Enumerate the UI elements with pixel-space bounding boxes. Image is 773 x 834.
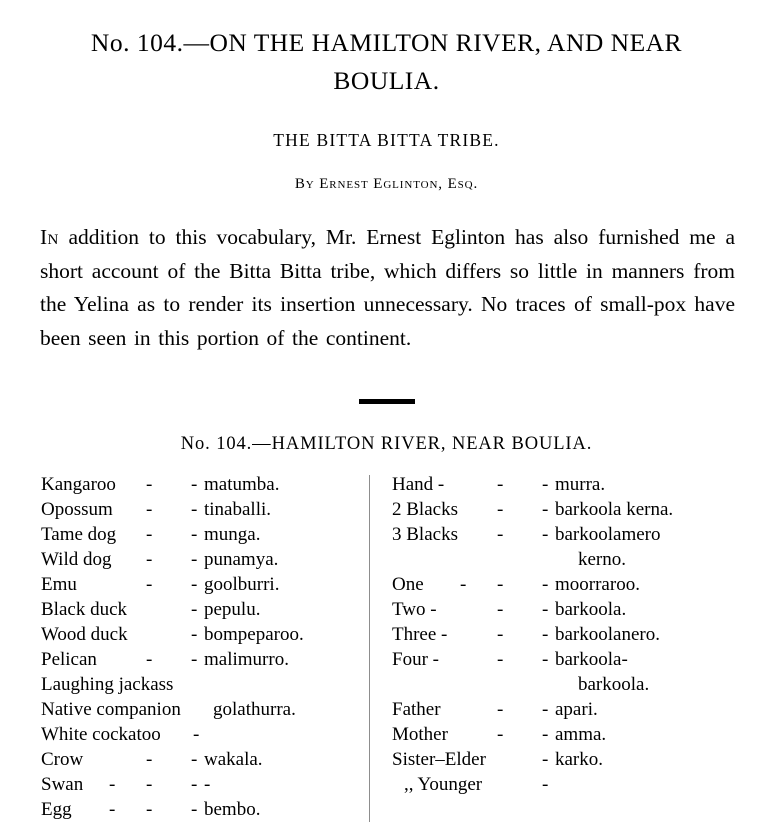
vocabulary-row — [41, 647, 361, 672]
vocabulary-term: Two - — [392, 599, 437, 620]
vocabulary-gloss-continuation: barkoola. — [578, 674, 650, 695]
page-title-line-1: No. 104.—ON THE HAMILTON RIVER, AND NEAR — [90, 28, 683, 57]
vocabulary-gloss: murra. — [555, 474, 606, 495]
vocabulary-row — [392, 472, 752, 497]
vocabulary-row — [392, 722, 752, 747]
vocabulary-row — [392, 747, 752, 772]
vocabulary-row — [392, 697, 752, 722]
leader-dash: - — [460, 574, 467, 595]
vocabulary-term: Crow — [41, 749, 84, 770]
leader-dash: - — [542, 724, 549, 745]
leader-dash: - — [497, 474, 504, 495]
vocabulary-term: Pelican — [41, 649, 97, 670]
title-block — [0, 0, 773, 100]
leader-dash: - — [497, 574, 504, 595]
leader-dash: - — [542, 524, 549, 545]
leader-dash: - — [497, 499, 504, 520]
page-title-line-2: BOULIA. — [333, 66, 440, 95]
leader-dash: - — [191, 624, 198, 645]
vocabulary-row — [41, 522, 361, 547]
vocabulary-gloss: munga. — [204, 524, 261, 545]
leader-dash: - — [497, 724, 504, 745]
vocabulary-row — [392, 622, 752, 647]
vocabulary-gloss: barkoola- — [555, 649, 628, 670]
vocabulary-term: Wood duck — [41, 624, 128, 645]
vocabulary-row — [392, 522, 752, 572]
leader-dash: - — [497, 699, 504, 720]
leader-dash: - — [146, 649, 153, 670]
vocabulary-row — [41, 672, 361, 697]
leader-dash: - — [191, 749, 198, 770]
leader-dash: - — [191, 524, 198, 545]
vocabulary-gloss: karko. — [555, 749, 604, 770]
leader-dash: - — [109, 774, 116, 795]
leader-dash: - — [191, 774, 198, 795]
leader-dash: - — [542, 624, 549, 645]
leader-dash: - — [146, 774, 153, 795]
vocabulary-gloss: barkoola. — [555, 599, 627, 620]
vocabulary-row — [41, 547, 361, 572]
column-divider-rule — [369, 475, 370, 822]
leader-dash: - — [542, 649, 549, 670]
leader-dash: - — [542, 599, 549, 620]
vocabulary-term: Wild dog — [41, 549, 112, 570]
vocabulary-term: 3 Blacks — [392, 524, 458, 545]
leader-dash: - — [191, 599, 198, 620]
leader-dash: - — [191, 499, 198, 520]
leader-dash: - — [497, 599, 504, 620]
vocabulary-gloss: matumba. — [204, 474, 280, 495]
vocabulary-gloss: - — [204, 774, 211, 795]
leader-dash: - — [146, 474, 153, 495]
leader-dash: - — [542, 474, 549, 495]
vocabulary-term: Hand - — [392, 474, 445, 495]
vocabulary-gloss: moorraroo. — [555, 574, 640, 595]
vocabulary-column-right — [392, 472, 752, 797]
leader-dash: - — [146, 749, 153, 770]
vocabulary-gloss: barkoola kerna. — [555, 499, 674, 520]
paragraph-text: addition to this vocabulary, Mr. Ernest Eglinton has also furnished me a short account of the Bitta Bitta tribe, which differs so little in manners from the Yelina as to render its insertion unnecessary. No traces of small-pox have been seen in this portion of the continent. — [40, 225, 735, 350]
vocabulary-row — [41, 747, 361, 772]
leader-dash: - — [191, 549, 198, 570]
vocabulary-gloss: tinaballi. — [204, 499, 272, 520]
leader-dash: - — [497, 524, 504, 545]
section-divider — [0, 391, 773, 401]
leader-dash: - — [146, 574, 153, 595]
vocabulary-term: Laughing jackass — [41, 674, 174, 695]
vocabulary-row — [392, 497, 752, 522]
vocabulary-gloss: punamya. — [204, 549, 279, 570]
leader-dash: - — [542, 749, 549, 770]
vocabulary-row — [392, 647, 752, 697]
vocabulary-row — [41, 497, 361, 522]
vocabulary-gloss: - — [193, 724, 200, 745]
byline: By Ernest Eglinton, Esq. — [294, 176, 479, 192]
leader-dash: - — [146, 549, 153, 570]
subtitle: THE BITTA BITTA TRIBE. — [273, 130, 500, 150]
vocabulary-term: Three - — [392, 624, 448, 645]
leader-dash: - — [542, 499, 549, 520]
leader-dash: - — [191, 799, 198, 820]
vocabulary-row — [392, 772, 752, 797]
vocabulary-row — [41, 797, 361, 822]
vocabulary-term: Father — [392, 699, 441, 720]
paragraph-lead-smallcaps: In — [40, 225, 59, 249]
vocabulary-term: Four - — [392, 649, 439, 670]
vocabulary-row — [41, 697, 361, 722]
leader-dash: - — [146, 499, 153, 520]
vocabulary-heading: No. 104.—HAMILTON RIVER, NEAR BOULIA. — [180, 434, 593, 454]
leader-dash: - — [191, 474, 198, 495]
leader-dash: - — [109, 799, 116, 820]
vocabulary-gloss: barkoolamero — [555, 524, 661, 545]
divider-rule — [359, 399, 415, 404]
vocabulary-row — [41, 572, 361, 597]
vocabulary-term: Kangaroo — [41, 474, 116, 495]
vocabulary-term: White cockatoo — [41, 724, 161, 745]
vocabulary-row — [41, 722, 361, 747]
vocabulary-gloss: malimurro. — [204, 649, 289, 670]
leader-dash: - — [542, 574, 549, 595]
vocabulary-term: Emu — [41, 574, 77, 595]
vocabulary-row — [41, 772, 361, 797]
vocabulary-column-left — [41, 472, 361, 822]
leader-dash: - — [542, 774, 549, 795]
leader-dash: - — [497, 624, 504, 645]
vocabulary-gloss: wakala. — [204, 749, 263, 770]
leader-dash: - — [146, 524, 153, 545]
vocabulary-term: Native companion — [41, 699, 181, 720]
vocabulary-term: Swan — [41, 774, 84, 795]
leader-dash: - — [542, 699, 549, 720]
vocabulary-row — [41, 597, 361, 622]
vocabulary-row — [41, 472, 361, 497]
leader-dash: - — [497, 649, 504, 670]
vocabulary-term: Opossum — [41, 499, 113, 520]
vocabulary-term: Mother — [392, 724, 448, 745]
vocabulary-gloss: bompeparoo. — [204, 624, 304, 645]
vocabulary-gloss: amma. — [555, 724, 607, 745]
vocabulary-row — [392, 572, 752, 597]
vocabulary-gloss: goolburri. — [204, 574, 280, 595]
vocabulary-term: ,, Younger — [404, 774, 483, 795]
leader-dash: - — [146, 799, 153, 820]
body-paragraph — [40, 221, 735, 355]
vocabulary-term: Egg — [41, 799, 72, 820]
vocabulary-gloss: pepulu. — [204, 599, 261, 620]
vocabulary-term: One — [392, 574, 424, 595]
vocabulary-term: 2 Blacks — [392, 499, 458, 520]
vocabulary-gloss: barkoolanero. — [555, 624, 660, 645]
vocabulary-gloss: golathurra. — [213, 699, 296, 720]
vocabulary-row — [41, 622, 361, 647]
vocabulary-row — [392, 597, 752, 622]
vocabulary-gloss: bembo. — [204, 799, 261, 820]
vocabulary-gloss-continuation: kerno. — [578, 549, 627, 570]
vocabulary-gloss: apari. — [555, 699, 598, 720]
vocabulary-term: Tame dog — [41, 524, 117, 545]
vocabulary-table — [0, 472, 773, 822]
vocabulary-term: Black duck — [41, 599, 128, 620]
leader-dash: - — [191, 649, 198, 670]
vocabulary-term: Sister–Elder — [392, 749, 486, 770]
leader-dash: - — [191, 574, 198, 595]
